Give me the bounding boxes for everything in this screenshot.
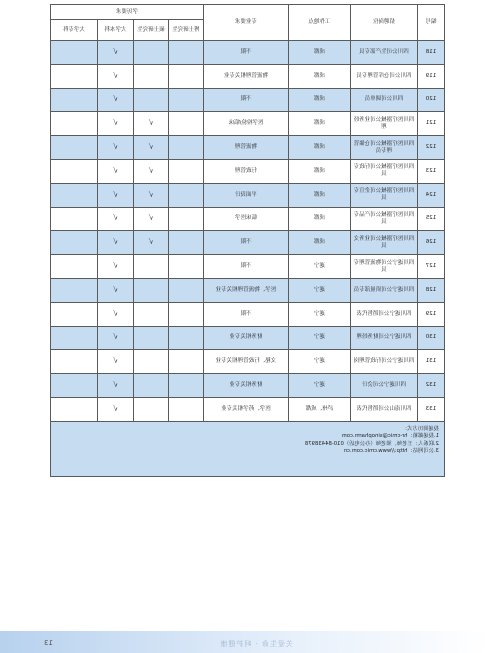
cell-empty: [134, 41, 169, 65]
cell-empty: [50, 159, 97, 183]
page-footer: [0, 631, 489, 653]
table-row: [50, 397, 444, 421]
cell-no: 126: [418, 231, 445, 255]
cell-position: 四川医疗器械公司产品专员: [351, 207, 418, 231]
cell-empty: [134, 397, 169, 421]
check-mark: √: [98, 302, 134, 326]
cell-empty: [134, 326, 169, 350]
header-edu-bachelor: 大学本科: [98, 20, 134, 41]
cell-empty: [50, 64, 97, 88]
cell-position: 四川医疗器械公司仓储管理专员: [351, 136, 418, 160]
cell-empty: [50, 231, 97, 255]
cell-no: 120: [418, 88, 445, 112]
cell-empty: [50, 397, 97, 421]
cell-empty: [50, 41, 97, 65]
check-mark: √: [98, 374, 134, 398]
cell-major: 财务相关专业: [204, 374, 289, 398]
check-mark: √: [134, 183, 169, 207]
cell-location: 遂宁: [289, 255, 351, 279]
cell-no: 129: [418, 302, 445, 326]
cell-major: 医学检验/临床: [204, 112, 289, 136]
check-mark: √: [98, 183, 134, 207]
cell-location: 遂宁: [289, 326, 351, 350]
cell-major: 不限: [204, 231, 289, 255]
cell-empty: [169, 207, 204, 231]
cell-location: 遂宁: [289, 278, 351, 302]
cell-major: 行政管理: [204, 159, 289, 183]
table-row: [50, 326, 444, 350]
cell-position: 四川遂宁公司财务经理: [351, 326, 418, 350]
header-edu-college: 大学专科: [50, 20, 97, 41]
cell-empty: [50, 112, 97, 136]
table-row: [50, 302, 444, 326]
contact-cell: [50, 421, 444, 476]
cell-no: 125: [418, 207, 445, 231]
table-row: [50, 136, 444, 160]
check-mark: √: [98, 231, 134, 255]
cell-empty: [169, 159, 204, 183]
cell-empty: [169, 64, 204, 88]
cell-major: 不限: [204, 255, 289, 279]
cell-no: 122: [418, 136, 445, 160]
cell-empty: [169, 136, 204, 160]
cell-no: 119: [418, 64, 445, 88]
check-mark: √: [98, 112, 134, 136]
cell-position: 四川南山公司销售代表: [351, 397, 418, 421]
cell-empty: [50, 374, 97, 398]
check-mark: √: [98, 136, 134, 160]
check-mark: √: [98, 278, 134, 302]
cell-location: 成都: [289, 112, 351, 136]
cell-location: 泸州、成都: [289, 397, 351, 421]
cell-location: 成都: [289, 183, 351, 207]
contact-email: 1.投递邮箱：hr-cmic@sinopharm.com: [341, 433, 439, 440]
cell-no: 131: [418, 350, 445, 374]
cell-empty: [169, 231, 204, 255]
contact-title: 投递简历方式：: [401, 425, 439, 432]
cell-position: 四川医疗器械公司业务经理: [351, 112, 418, 136]
cell-location: 成都: [289, 64, 351, 88]
cell-location: 成都: [289, 136, 351, 160]
cell-empty: [50, 326, 97, 350]
cell-major: 财务相关专业: [204, 326, 289, 350]
check-mark: √: [98, 350, 134, 374]
table-row: [50, 183, 444, 207]
cell-empty: [50, 136, 97, 160]
table-row: [50, 64, 444, 88]
cell-empty: [134, 64, 169, 88]
cell-empty: [169, 374, 204, 398]
table-row: [50, 255, 444, 279]
cell-position: 四川公司生产部专员: [351, 41, 418, 65]
contact-row: [50, 421, 444, 476]
check-mark: √: [134, 112, 169, 136]
cell-major: 平面设计: [204, 183, 289, 207]
check-mark: √: [98, 64, 134, 88]
contact-website: 3.公司网站：http://www.cmic.com.cn: [343, 447, 439, 454]
header-row-1: [50, 5, 444, 20]
cell-no: 128: [418, 278, 445, 302]
header-location: 工作地点: [289, 5, 351, 41]
check-mark: √: [134, 207, 169, 231]
cell-location: 成都: [289, 231, 351, 255]
cell-empty: [134, 350, 169, 374]
cell-no: 118: [418, 41, 445, 65]
header-major: 专业要求: [204, 5, 289, 41]
cell-position: 四川医疗器械公司业务文员: [351, 231, 418, 255]
table-row: [50, 207, 444, 231]
cell-empty: [169, 88, 204, 112]
cell-no: 124: [418, 183, 445, 207]
cell-position: 四川遂宁公司会计: [351, 374, 418, 398]
cell-major: 物流管理相关专业: [204, 64, 289, 88]
cell-empty: [169, 350, 204, 374]
table-body: [50, 41, 444, 422]
cell-major: 临床医学: [204, 207, 289, 231]
cell-location: 遂宁: [289, 350, 351, 374]
header-edu-master: 硕士研究生: [134, 20, 169, 41]
check-mark: √: [98, 326, 134, 350]
cell-position: 四川公司调单员: [351, 88, 418, 112]
cell-no: 123: [418, 159, 445, 183]
cell-major: 文秘、行政管理相关专业: [204, 350, 289, 374]
table-row: [50, 159, 444, 183]
table-row: [50, 41, 444, 65]
cell-empty: [50, 302, 97, 326]
cell-position: 四川遂宁公司行政管理岗: [351, 350, 418, 374]
cell-major: 不限: [204, 88, 289, 112]
table-row: [50, 374, 444, 398]
cell-empty: [169, 326, 204, 350]
cell-location: 成都: [289, 41, 351, 65]
cell-position: 四川公司仓库管理专员: [351, 64, 418, 88]
cell-empty: [50, 278, 97, 302]
cell-location: 成都: [289, 88, 351, 112]
cell-no: 127: [418, 255, 445, 279]
cell-major: 不限: [204, 41, 289, 65]
cell-position: 四川遂宁公司物流管理专员: [351, 255, 418, 279]
cell-no: 133: [418, 397, 445, 421]
cell-no: 132: [418, 374, 445, 398]
table-row: [50, 231, 444, 255]
cell-location: 遂宁: [289, 374, 351, 398]
page-number: 13: [44, 639, 53, 647]
cell-empty: [50, 88, 97, 112]
cell-empty: [134, 255, 169, 279]
cell-empty: [134, 88, 169, 112]
check-mark: √: [98, 397, 134, 421]
cell-empty: [50, 207, 97, 231]
check-mark: √: [98, 88, 134, 112]
table-row: [50, 350, 444, 374]
table-row: [50, 278, 444, 302]
cell-major: 物流管理: [204, 136, 289, 160]
cell-empty: [134, 278, 169, 302]
cell-no: 130: [418, 326, 445, 350]
cell-no: 121: [418, 112, 445, 136]
cell-empty: [169, 41, 204, 65]
cell-empty: [169, 278, 204, 302]
cell-position: 四川遂宁公司质量部专员: [351, 278, 418, 302]
cell-location: 成都: [289, 207, 351, 231]
check-mark: √: [98, 159, 134, 183]
cell-location: 成都: [289, 159, 351, 183]
table-row: [50, 88, 444, 112]
cell-empty: [169, 255, 204, 279]
check-mark: √: [98, 207, 134, 231]
check-mark: √: [134, 159, 169, 183]
cell-position: 四川医疗器械公司企宣专员: [351, 183, 418, 207]
cell-empty: [169, 112, 204, 136]
cell-empty: [169, 302, 204, 326]
contact-person: 2.联系人：王老师、梁老师（办公电话）010-84438978: [304, 440, 439, 447]
header-education: 学历要求: [50, 5, 203, 20]
header-no: 编号: [418, 5, 445, 41]
cell-empty: [50, 255, 97, 279]
header-edu-phd: 博士研究生: [169, 20, 204, 41]
cell-empty: [134, 302, 169, 326]
cell-major: 医学、药学相关专业: [204, 397, 289, 421]
header-position: 招聘岗位: [351, 5, 418, 41]
cell-major: 医学、物流管理相关专业: [204, 278, 289, 302]
check-mark: √: [134, 136, 169, 160]
check-mark: √: [98, 41, 134, 65]
cell-empty: [50, 350, 97, 374]
check-mark: √: [134, 231, 169, 255]
cell-empty: [169, 183, 204, 207]
cell-position: 四川医疗器械公司行政专员: [351, 159, 418, 183]
cell-position: 四川遂宁公司销售代表: [351, 302, 418, 326]
check-mark: √: [98, 255, 134, 279]
footer-slogan: 关爱生命 · 呵护健康: [219, 640, 293, 648]
recruitment-table: [50, 4, 445, 477]
cell-location: 遂宁: [289, 302, 351, 326]
cell-major: 不限: [204, 302, 289, 326]
cell-empty: [134, 374, 169, 398]
cell-empty: [50, 183, 97, 207]
cell-empty: [169, 397, 204, 421]
table-row: [50, 112, 444, 136]
